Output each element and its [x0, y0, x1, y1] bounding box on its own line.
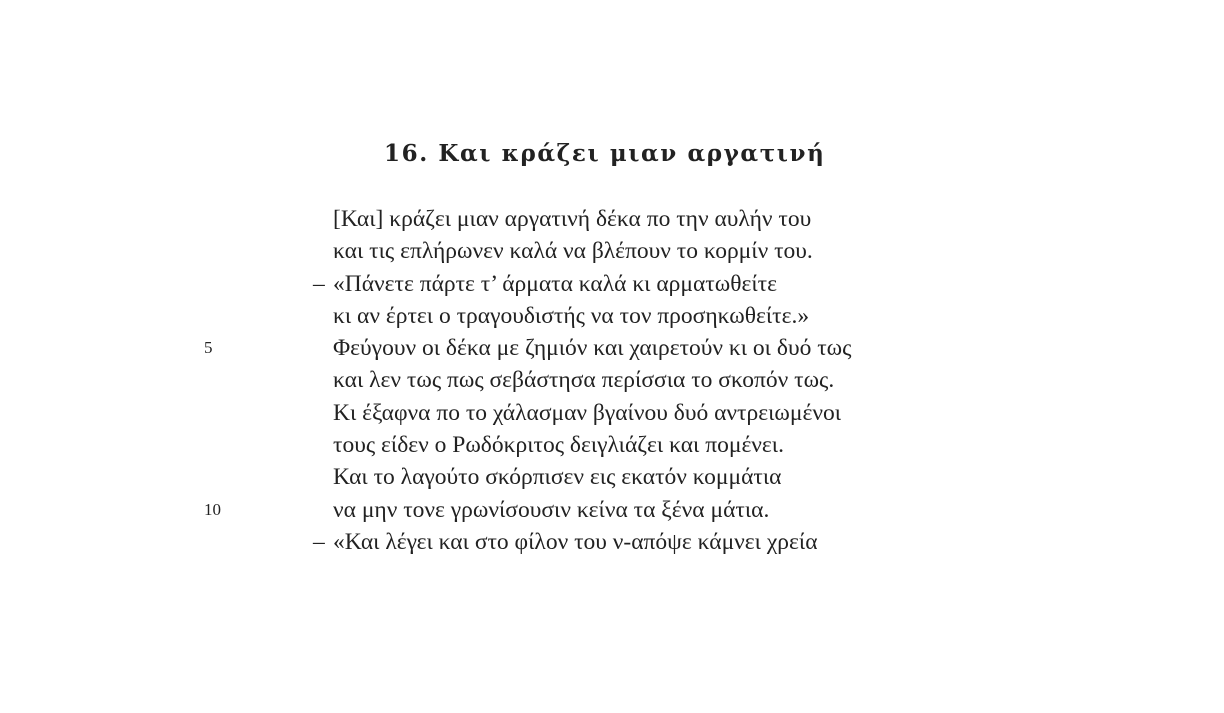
verse-line	[0, 300, 1224, 332]
dialogue-dash: –	[313, 270, 325, 297]
verse-text: Κι έξαφνα πο το χάλασμαν βγαίνου δυό αντρειωμένοι	[333, 399, 842, 426]
verse-line	[0, 203, 1224, 235]
verse-text: «Πάνετε πάρτε τ’ άρματα καλά κι αρματωθείτε	[333, 270, 777, 297]
verse-line	[0, 429, 1224, 461]
verse-line	[0, 461, 1224, 493]
verse-line	[0, 526, 1224, 558]
poem-title: 16. Και κράζει μιαν αργατινή	[384, 140, 826, 167]
dialogue-dash: –	[313, 528, 325, 555]
verse-line	[0, 494, 1224, 526]
verse-text: τους είδεν ο Ρωδόκριτος δειγλιάζει και πομένει.	[333, 432, 784, 459]
verse-text: κι αν έρτει ο τραγουδιστής να τον προσηκωθείτε.»	[333, 302, 810, 329]
verse-text: Φεύγουν οι δέκα με ζημιόν και χαιρετούν κι οι δυό τως	[333, 335, 852, 362]
poem-body	[0, 203, 1224, 558]
verse-text: και λεν τως πως σεβάστησα περίσσια το σκοπόν τως.	[333, 367, 835, 394]
line-number: 5	[204, 338, 213, 358]
verse-line	[0, 364, 1224, 396]
line-number: 10	[204, 499, 221, 519]
verse-line	[0, 397, 1224, 429]
verse-text: Και το λαγούτο σκόρπισεν εις εκατόν κομμάτια	[333, 464, 782, 491]
verse-line	[0, 268, 1224, 300]
verse-line	[0, 332, 1224, 364]
verse-text: και τις επλήρωνεν καλά να βλέπουν το κορμίν του.	[333, 238, 813, 265]
verse-text: να μην τονε γρωνίσουσιν κείνα τα ξένα μάτια.	[333, 496, 770, 523]
verse-line	[0, 235, 1224, 267]
verse-text: «Και λέγει και στο φίλον του ν-απόψε κάμνει χρεία	[333, 528, 818, 555]
verse-text: [Και] κράζει μιαν αργατινή δέκα πο την αυλήν του	[333, 206, 812, 232]
